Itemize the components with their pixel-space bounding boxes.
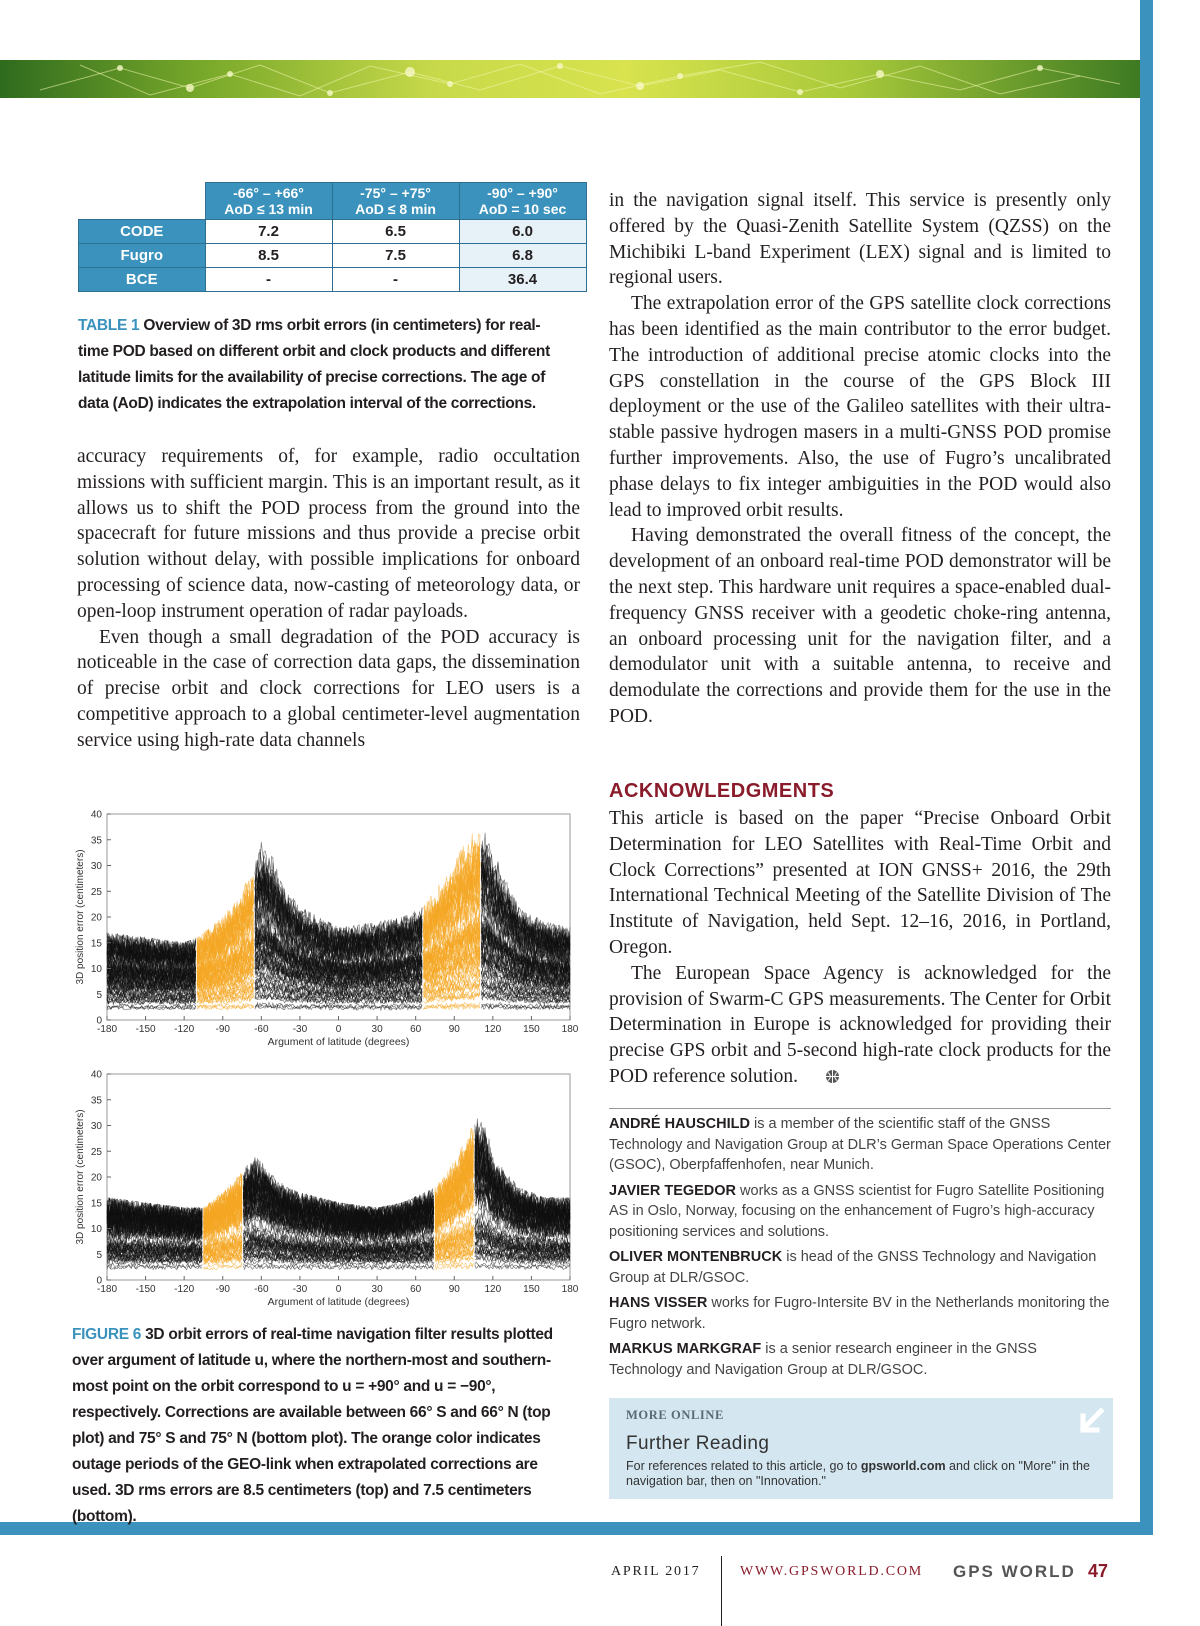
x-tick-label: 120	[484, 1024, 502, 1035]
footer-date: APRIL 2017	[611, 1564, 701, 1579]
footer-url[interactable]: WWW.GPSWORLD.COM	[740, 1564, 924, 1579]
y-tick-label: 0	[96, 1015, 102, 1027]
y-axis-label: 3D position error (centimeters)	[75, 1109, 86, 1245]
table-1-caption	[78, 313, 564, 417]
table-cell: 8.5	[205, 244, 332, 268]
author-bio	[609, 1293, 1111, 1334]
row-header: BCE	[79, 268, 206, 292]
author-bio-text: is head of the GNSS Technology and Navigation Group at DLR/GSOC.	[609, 1249, 1097, 1286]
figure-6-top-plot	[70, 806, 580, 1056]
table-cell: -	[205, 268, 332, 292]
author-name: ANDRÉ HAUSCHILD	[609, 1116, 750, 1132]
x-tick-label: 30	[371, 1024, 383, 1035]
more-online-desc-pre: For references related to this article, go to	[626, 1459, 861, 1473]
x-tick-label: 30	[371, 1284, 383, 1295]
ack-paragraph-2	[609, 961, 1111, 1092]
x-tick-label: -30	[292, 1024, 308, 1035]
x-tick-label: -120	[174, 1284, 195, 1295]
figure-6-caption-label: FIGURE 6	[72, 1326, 142, 1343]
y-tick-label: 35	[90, 1095, 102, 1107]
x-tick-label: 150	[523, 1024, 540, 1035]
end-mark-icon	[803, 1066, 840, 1092]
table-row	[79, 244, 587, 268]
more-online-label: MORE ONLINE	[626, 1408, 724, 1422]
y-tick-label: 5	[96, 1249, 102, 1261]
right-border	[1140, 0, 1153, 1535]
author-bio-text: is a senior research engineer in the GNSS Technology and Navigation Group at DLR/GSOC.	[609, 1341, 1037, 1378]
author-bio	[609, 1181, 1111, 1243]
table-corner	[79, 183, 206, 220]
x-tick-label: 180	[561, 1284, 579, 1295]
table-cell: 6.5	[332, 220, 459, 244]
col-header-line2: AoD ≤ 8 min	[355, 201, 436, 217]
header-banner	[0, 60, 1140, 98]
table-cell: 7.5	[332, 244, 459, 268]
figure-6-bottom-plot	[70, 1066, 580, 1316]
y-tick-label: 30	[90, 861, 102, 872]
x-tick-label: 0	[335, 1284, 342, 1295]
x-tick-label: 150	[523, 1284, 540, 1295]
x-tick-label: 60	[410, 1024, 422, 1035]
right-column-body	[609, 188, 1111, 730]
more-online-desc-post: and click on "More" in the navigation bar, then on "Innovation."	[626, 1459, 1090, 1488]
y-tick-label: 30	[90, 1121, 102, 1132]
y-tick-label: 20	[90, 912, 102, 924]
col-header	[332, 183, 459, 220]
table-header-row	[79, 183, 587, 220]
col-header	[459, 183, 586, 220]
x-tick-label: 0	[335, 1024, 342, 1035]
author-name: MARKUS MARKGRAF	[609, 1341, 762, 1357]
x-tick-label: -90	[215, 1024, 230, 1035]
left-paragraph-2: Even though a small degradation of the POD accuracy is noticeable in the case of correction data gaps, the dissemination of precise orbit and clock corrections for LEO users is a competitive approach to a global centimeter-level augmentation service using high-rate data channels	[77, 626, 580, 751]
y-tick-label: 10	[90, 1224, 102, 1235]
table-cell: 7.2	[205, 220, 332, 244]
ack-paragraph-1: This article is based on the paper “Precise Onboard Orbit Determination for LEO Satellites with Real-Time Orbit and Clock Corrections” presented at ION GNSS+ 2016, the 29th International Technical Meeting of the Satellite Division of The Institute of Navigation, held Sept. 12–16, 2016, in Portland, Oregon.	[609, 808, 1111, 958]
row-header: CODE	[79, 220, 206, 244]
y-tick-label: 40	[90, 1069, 102, 1081]
table-1-caption-text: Overview of 3D rms orbit errors (in centimeters) for real-time POD based on different orbit and clock products and different latitude limits for the availability of precise corrections. The age of data (AoD) indicates the extrapolation interval of the corrections.	[78, 317, 550, 412]
col-header-line1: -75° – +75°	[360, 185, 431, 201]
more-online-title: Further Reading	[626, 1433, 770, 1454]
y-tick-label: 10	[90, 964, 102, 975]
y-axis-label: 3D position error (centimeters)	[75, 849, 86, 985]
x-tick-label: 60	[410, 1284, 422, 1295]
table-row	[79, 268, 587, 292]
x-tick-label: 90	[448, 1284, 460, 1295]
x-axis-label: Argument of latitude (degrees)	[267, 1036, 410, 1048]
author-name: OLIVER MONTENBRUCK	[609, 1249, 783, 1265]
author-name: JAVIER TEGEDOR	[609, 1182, 737, 1199]
page-number: 47	[1088, 1561, 1109, 1581]
table-1	[78, 182, 587, 292]
footer-separator	[721, 1556, 722, 1626]
right-paragraph-3: Having demonstrated the overall fitness of the concept, the development of an onboard real-time POD demonstrator will be the next step. This hardware unit requires a space-enabled dual-frequency GNSS receiver with a geodetic choke-ring antenna, an onboard processing unit for the navigation filter, and a demodulator unit with a suitable antenna, to receive and demodulate the corrections and provide them for the use in the POD.	[609, 525, 1111, 727]
col-header-line1: -66° – +66°	[233, 185, 304, 201]
figure-6-caption	[72, 1322, 572, 1530]
author-bio-text: is a member of the scientific staff of the GNSS Technology and Navigation Group at DLR’s German Space Operations Center (GSOC), Oberpfaffenhofen, near Munich.	[609, 1116, 1111, 1173]
bios-divider	[609, 1108, 1111, 1109]
author-bio-text: works as a GNSS scientist for Fugro Satellite Positioning AS in Oslo, Norway, focusing on the enhancement of Fugro’s high-accuracy positioning services and solutions.	[609, 1182, 1105, 1240]
acknowledgments-heading: ACKNOWLEDGMENTS	[609, 780, 835, 802]
left-paragraph-1: accuracy requirements of, for example, radio occultation missions with sufficient margin. This is an important result, as it allows us to shift the POD process from the ground into the spacecraft for future missions and thus provide a precise orbit solution without delay, with possible implications for onboard processing of science data, now-casting of meteorology data, or open-loop instrument operation of radar payloads.	[77, 446, 580, 622]
y-tick-label: 15	[90, 938, 102, 950]
y-tick-label: 40	[90, 809, 102, 821]
author-bios	[609, 1114, 1111, 1385]
x-axis-label: Argument of latitude (degrees)	[267, 1296, 410, 1308]
x-tick-label: -60	[254, 1284, 269, 1295]
y-tick-label: 15	[90, 1198, 102, 1210]
gpsworld-link[interactable]: gpsworld.com	[860, 1459, 946, 1473]
x-tick-label: 120	[484, 1284, 502, 1295]
acknowledgments-body	[609, 806, 1111, 1092]
table-cell: -	[332, 268, 459, 292]
table-cell: 6.8	[459, 244, 586, 268]
more-online-description	[626, 1459, 1096, 1489]
x-tick-label: 180	[561, 1024, 579, 1035]
y-tick-label: 25	[90, 1146, 102, 1158]
x-tick-label: -90	[215, 1284, 230, 1295]
col-header-line2: AoD = 10 sec	[478, 201, 567, 217]
y-tick-label: 5	[96, 989, 102, 1001]
author-bio	[609, 1114, 1111, 1176]
x-tick-label: -120	[174, 1024, 195, 1035]
x-tick-label: -30	[292, 1284, 308, 1295]
table-row	[79, 220, 587, 244]
y-tick-label: 20	[90, 1172, 102, 1184]
col-header-line1: -90° – +90°	[487, 185, 558, 201]
network-pattern-graphic	[0, 60, 1140, 98]
right-paragraph-1: in the navigation signal itself. This service is presently only offered by the Quasi-Zenith Satellite System (QZSS) on the Michibiki L-band Experiment (LEX) signal and is limited to regional users.	[609, 190, 1111, 289]
arrow-down-left-icon	[1075, 1406, 1107, 1438]
x-tick-label: -180	[96, 1024, 118, 1035]
x-tick-label: -180	[96, 1284, 118, 1295]
footer-magazine-name: GPS WORLD	[953, 1562, 1076, 1581]
author-bio	[609, 1247, 1111, 1288]
x-tick-label: -60	[254, 1024, 269, 1035]
figure-6-caption-text: 3D orbit errors of real-time navigation filter results plotted over argument of latitude u, where the northern-most and southern-most point on the orbit correspond to u = +90° and u = −90°, respectively. Corrections are available between 66° S and 66° N (top plot) and 75° S and 75° N (bottom plot). The orange color indicates outage periods of the GEO-link when extrapolated corrections are used. 3D rms errors are 8.5 centimeters (top) and 7.5 centimeters (bottom).	[72, 1326, 553, 1525]
table-1-caption-label: TABLE 1	[78, 317, 140, 334]
y-tick-label: 35	[90, 835, 102, 847]
col-header-line2: AoD ≤ 13 min	[224, 201, 313, 217]
y-tick-label: 25	[90, 886, 102, 898]
x-tick-label: -150	[135, 1284, 156, 1295]
author-bio	[609, 1339, 1111, 1380]
ack-paragraph-2-text: The European Space Agency is acknowledged for the provision of Swarm-C GPS measurements. The Center for Orbit Determination in Europe is acknowledged for providing their precise GPS orbit and 5-second high-rate clock products for the POD reference solution.	[609, 962, 1111, 1087]
table-cell: 6.0	[459, 220, 586, 244]
author-bio-text: works for Fugro-Intersite BV in the Netherlands monitoring the Fugro network.	[609, 1295, 1110, 1332]
left-column-body	[77, 444, 580, 754]
y-tick-label: 0	[96, 1275, 102, 1287]
col-header	[205, 183, 332, 220]
x-tick-label: 90	[448, 1024, 460, 1035]
table-cell: 36.4	[459, 268, 586, 292]
row-header: Fugro	[79, 244, 206, 268]
x-tick-label: -150	[135, 1024, 156, 1035]
author-name: HANS VISSER	[609, 1295, 708, 1311]
right-paragraph-2: The extrapolation error of the GPS satellite clock corrections has been identified as the main contributor to the error budget. The introduction of additional precise atomic clocks into the GPS constellation in the course of the GPS Block III deployment or the use of the Galileo satellites with their ultra-stable passive hydrogen masers in a multi-GNSS POD promise further improvements. Also, the use of Fugro’s uncalibrated phase delays to fix integer ambiguities in the POD would also lead to improved orbit results.	[609, 293, 1111, 521]
more-online-box[interactable]	[609, 1398, 1113, 1499]
